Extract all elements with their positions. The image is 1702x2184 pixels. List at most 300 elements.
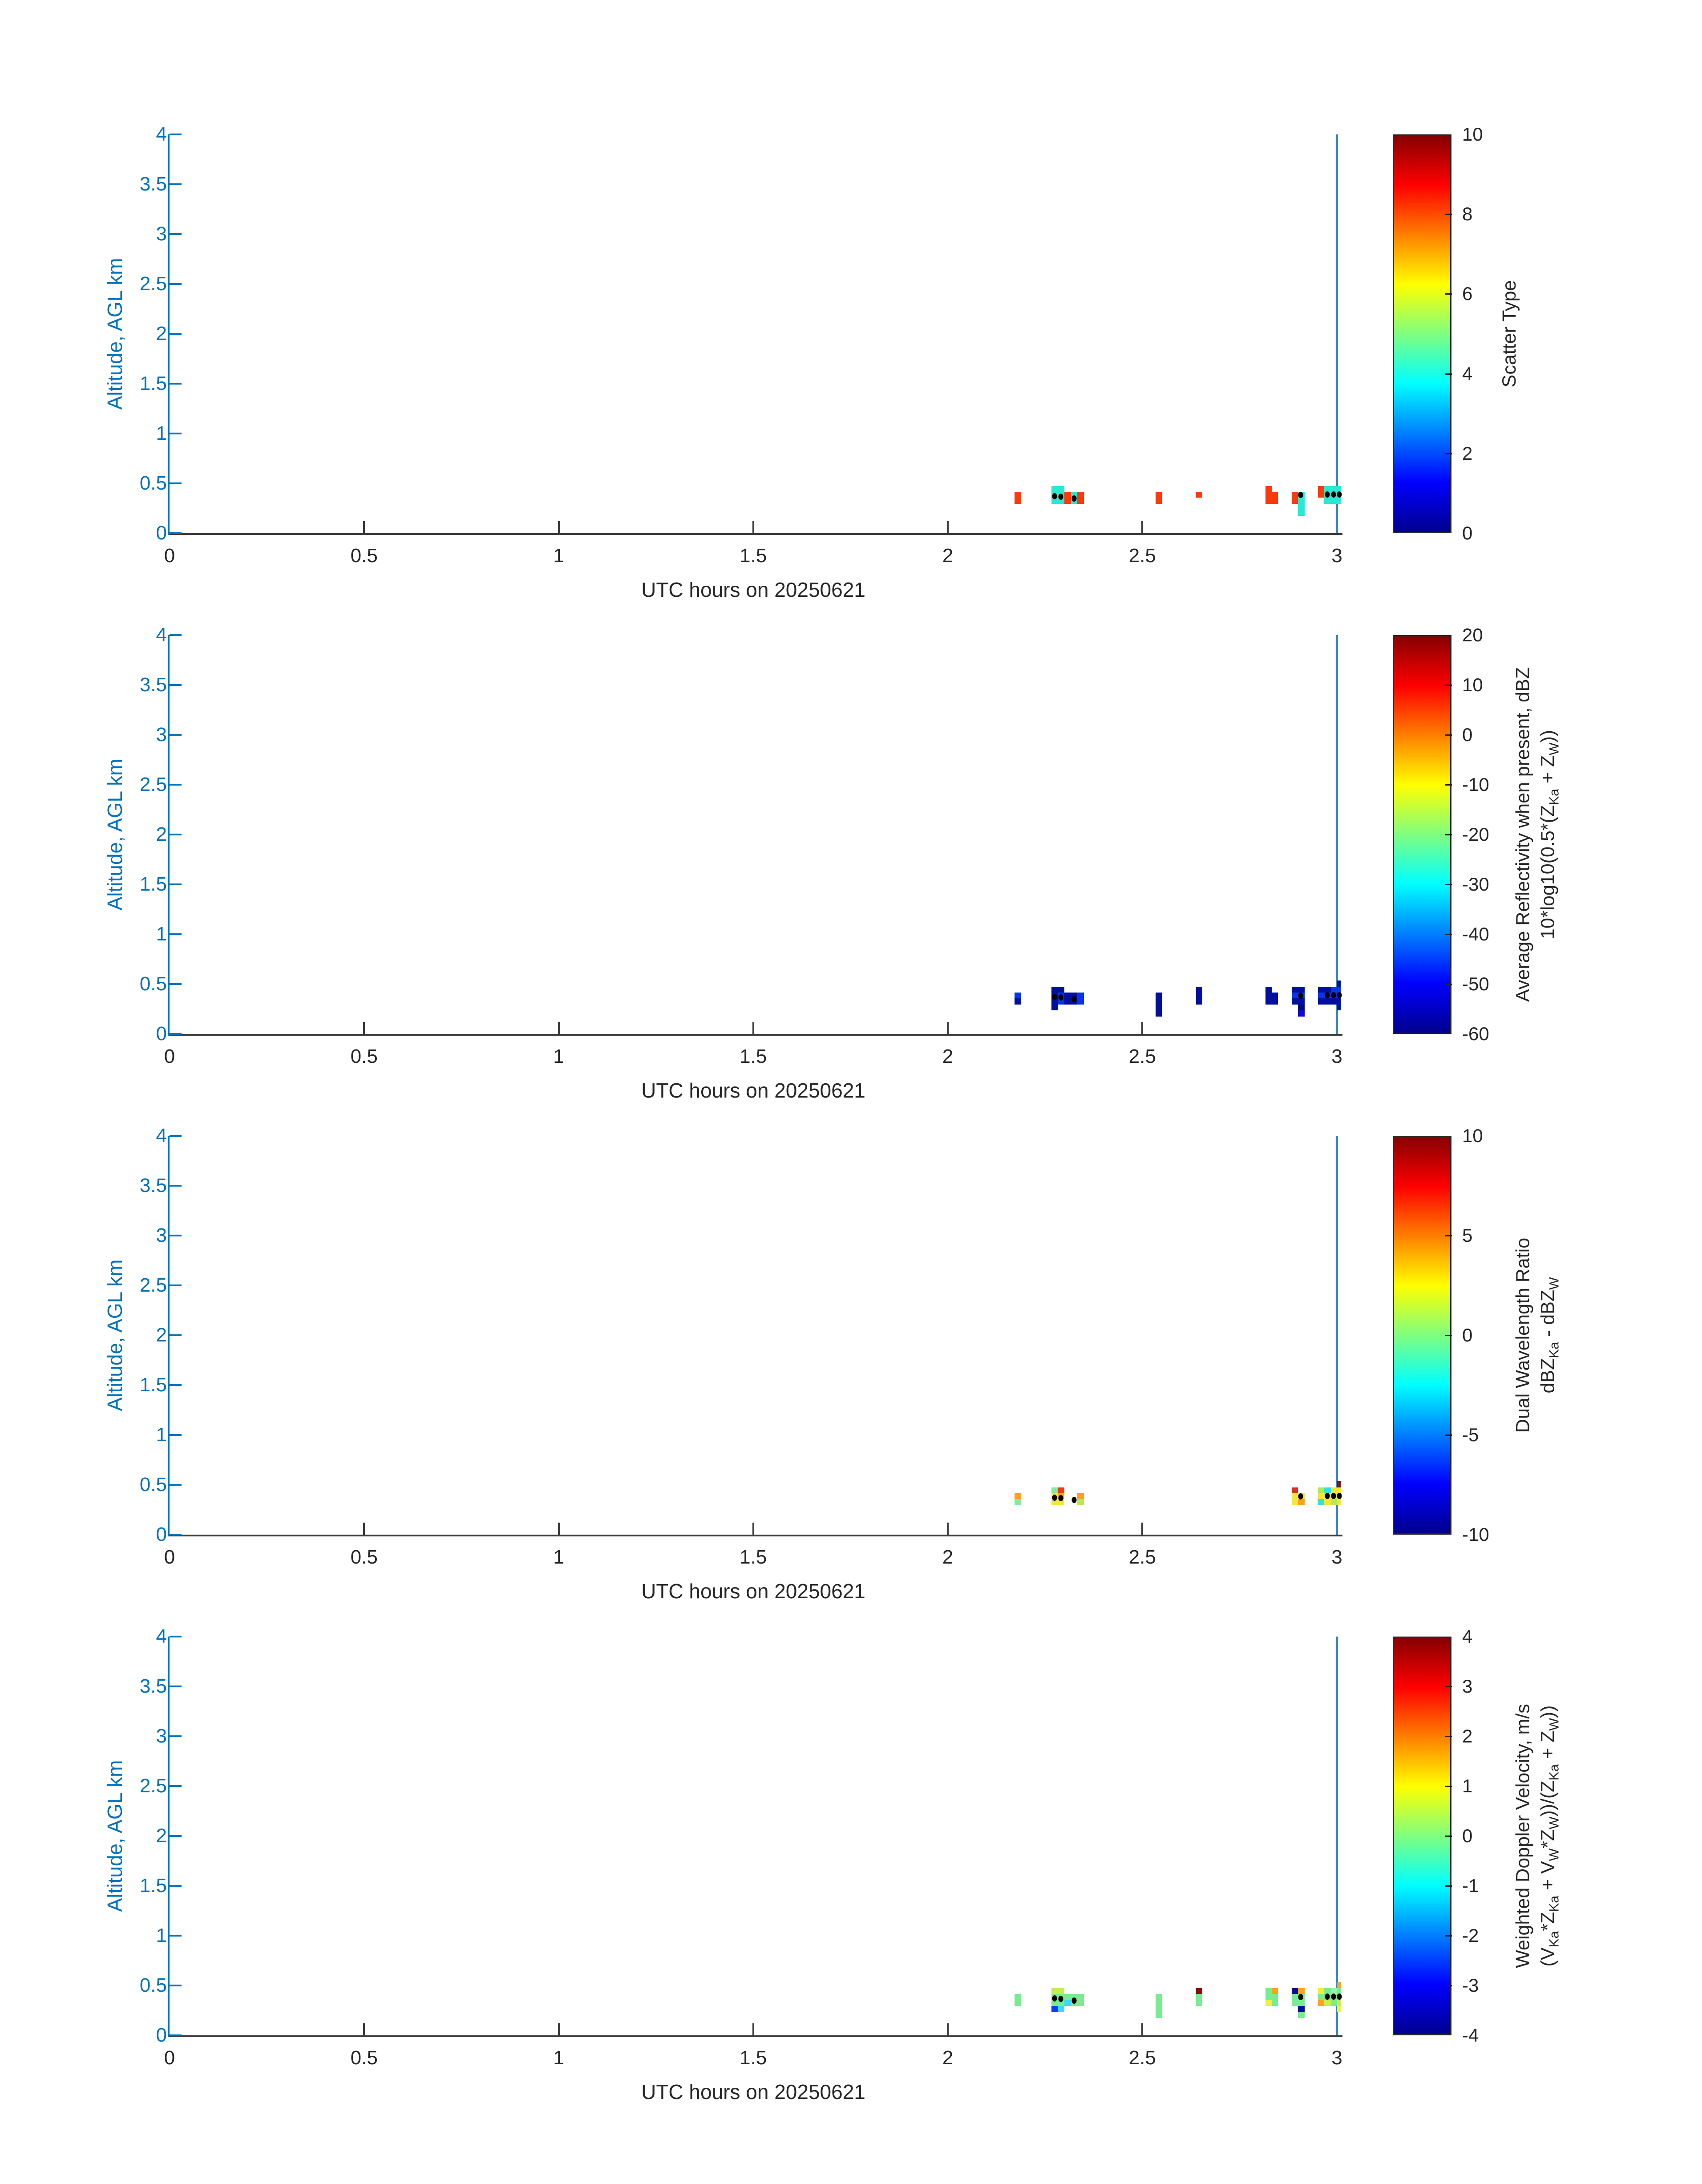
- colorbar-tick-mark: [1445, 1885, 1452, 1887]
- x-tick-mark: [363, 1022, 365, 1034]
- colorbar: [1393, 635, 1451, 1034]
- colorbar-tick-mark: [1445, 1836, 1452, 1837]
- heatmap-cell: [1265, 987, 1272, 1005]
- heatmap-cell: [1196, 492, 1202, 498]
- y-tick-mark: [170, 1885, 182, 1887]
- y-tick-label: 1: [156, 1424, 167, 1446]
- heatmap-cell: [1298, 1010, 1304, 1016]
- colorbar: [1393, 1136, 1451, 1535]
- y-tick-mark: [170, 134, 182, 135]
- data-point-marker: [1072, 1497, 1077, 1503]
- x-tick-mark: [1141, 2023, 1143, 2035]
- right-axis-line: [1336, 1136, 1338, 1535]
- colorbar-tick-label: 5: [1462, 1225, 1473, 1246]
- heatmap-cell: [1292, 993, 1298, 998]
- data-point-marker: [1072, 1998, 1077, 2004]
- x-tick-label: 2: [942, 1045, 954, 1067]
- data-point-marker: [1331, 1493, 1336, 1499]
- colorbar-tick-label: -40: [1462, 924, 1489, 944]
- heatmap-cell: [1077, 492, 1083, 504]
- heatmap-cell: [1156, 492, 1162, 504]
- y-axis-line: [168, 1637, 170, 2037]
- colorbar-tick-mark: [1445, 834, 1452, 835]
- heatmap-cell: [1337, 998, 1341, 1004]
- colorbar-tick-label: 3: [1462, 1676, 1473, 1697]
- y-tick-mark: [170, 183, 182, 185]
- heatmap-cell: [1331, 1499, 1337, 1505]
- data-point-marker: [1337, 1493, 1342, 1499]
- right-axis-line: [1336, 1637, 1338, 2035]
- colorbar-label: [1511, 667, 1567, 1002]
- x-axis-label: UTC hours on 20250621: [641, 578, 865, 601]
- x-tick-label: 1: [553, 545, 564, 567]
- x-tick-label: 1: [553, 1546, 564, 1568]
- y-tick-label: 4: [156, 1125, 167, 1147]
- colorbar-tick-label: 10: [1462, 674, 1483, 695]
- heatmap-cell: [1272, 1994, 1278, 2006]
- colorbar-tick-label: 0: [1462, 1825, 1473, 1846]
- heatmap-cell: [1318, 1988, 1324, 1994]
- heatmap-cell: [1331, 998, 1337, 1004]
- colorbar-tick-label: -10: [1462, 774, 1489, 795]
- plot-area: [170, 134, 1337, 533]
- colorbar-tick-mark: [1445, 784, 1452, 786]
- heatmap-cell: [1298, 987, 1304, 993]
- colorbar-label-line: Weighted Doppler Velocity, m/s: [1512, 1704, 1534, 1968]
- data-point-marker: [1058, 994, 1063, 1001]
- plot-area: [170, 1637, 1337, 2035]
- x-tick-mark: [363, 1523, 365, 1535]
- x-tick-label: 0: [164, 545, 175, 567]
- colorbar-tick-label: -2: [1462, 1925, 1479, 1946]
- y-tick-label: 2: [156, 1324, 167, 1346]
- y-tick-label: 2: [156, 1825, 167, 1847]
- y-axis-line: [168, 134, 170, 535]
- colorbar-tick-mark: [1445, 1235, 1452, 1236]
- heatmap-cell: [1331, 2000, 1337, 2006]
- colorbar-tick-label: -60: [1462, 1023, 1489, 1044]
- heatmap-cell: [1015, 998, 1021, 1004]
- y-tick-label: 3.5: [139, 1175, 167, 1196]
- data-point-marker: [1052, 994, 1057, 1000]
- heatmap-cell: [1337, 2006, 1341, 2012]
- heatmap-cell: [1337, 1005, 1341, 1010]
- heatmap-cell: [1064, 993, 1071, 1005]
- x-tick-label: 2: [942, 2047, 954, 2069]
- y-tick-label: 1: [156, 923, 167, 945]
- x-tick-label: 1: [553, 1045, 564, 1067]
- x-tick-label: 0.5: [350, 1045, 378, 1067]
- heatmap-cell: [1298, 998, 1304, 1004]
- y-tick-label: 3.5: [139, 173, 167, 195]
- data-point-marker: [1325, 1994, 1330, 2000]
- colorbar-tick-label: 10: [1462, 124, 1483, 145]
- heatmap-cell: [1156, 993, 1162, 1017]
- heatmap-cell: [1058, 2006, 1064, 2012]
- x-tick-label: 3: [1331, 1045, 1342, 1067]
- x-axis-label: UTC hours on 20250621: [641, 1079, 865, 1102]
- panel-reflectivity: [0, 624, 1702, 1183]
- colorbar-tick-label: 0: [1462, 523, 1473, 543]
- y-tick-label: 0.5: [139, 472, 167, 494]
- heatmap-cell: [1324, 998, 1330, 1004]
- y-axis-label: Altitude, AGL km: [103, 758, 126, 911]
- heatmap-cell: [1292, 1493, 1298, 1505]
- heatmap-cell: [1318, 987, 1324, 993]
- x-tick-mark: [947, 1022, 949, 1034]
- y-tick-mark: [170, 2034, 182, 2036]
- data-point-marker: [1072, 996, 1077, 1002]
- y-tick-label: 3.5: [139, 674, 167, 696]
- x-tick-mark: [752, 1523, 754, 1535]
- x-axis-line: [168, 1034, 1342, 1036]
- colorbar-tick-mark: [1445, 453, 1452, 454]
- heatmap-cell: [1015, 1994, 1021, 2006]
- y-tick-label: 2: [156, 823, 167, 845]
- data-point-marker: [1331, 491, 1336, 498]
- heatmap-cell: [1051, 1487, 1058, 1493]
- heatmap-cell: [1292, 987, 1298, 993]
- heatmap-cell: [1196, 1988, 1202, 1994]
- y-tick-mark: [170, 1534, 182, 1536]
- x-axis-line: [168, 2035, 1342, 2037]
- y-tick-mark: [170, 532, 182, 534]
- x-tick-mark: [947, 1523, 949, 1535]
- y-tick-mark: [170, 1686, 182, 1687]
- x-tick-mark: [363, 521, 365, 533]
- x-tick-mark: [558, 521, 560, 533]
- colorbar-tick-label: -3: [1462, 1975, 1479, 1996]
- y-tick-mark: [170, 1135, 182, 1137]
- heatmap-cell: [1298, 2006, 1304, 2012]
- heatmap-cell: [1077, 993, 1083, 1005]
- colorbar-tick-label: 4: [1462, 363, 1473, 384]
- colorbar-tick-mark: [1445, 884, 1452, 885]
- colorbar-tick-mark: [1445, 685, 1452, 686]
- panel-dwr: [0, 1125, 1702, 1683]
- x-tick-mark: [1141, 521, 1143, 533]
- x-tick-mark: [947, 521, 949, 533]
- heatmap-cell: [1337, 2000, 1341, 2006]
- colorbar-label: [1497, 280, 1522, 388]
- data-point-marker: [1298, 1994, 1303, 2000]
- colorbar-label-line: dBZ$_{Ka}$ - dBZ$_W$: [1537, 1277, 1562, 1394]
- heatmap-cell: [1337, 981, 1341, 986]
- heatmap-cell: [1318, 1493, 1324, 1499]
- colorbar-label-line: Average Reflectivity when present, dBZ: [1512, 667, 1534, 1002]
- colorbar-tick-label: -30: [1462, 874, 1489, 895]
- y-tick-label: 4: [156, 123, 167, 145]
- y-tick-label: 2: [156, 323, 167, 344]
- x-tick-mark: [752, 1022, 754, 1034]
- colorbar-label: [1511, 1704, 1567, 1968]
- colorbar-label: [1511, 1238, 1567, 1433]
- data-point-marker: [1337, 1994, 1342, 2000]
- heatmap-cell: [1077, 1994, 1083, 2006]
- y-tick-mark: [170, 1235, 182, 1236]
- y-tick-mark: [170, 383, 182, 385]
- x-tick-label: 0.5: [350, 545, 378, 567]
- x-axis-line: [168, 1535, 1342, 1536]
- heatmap-cell: [1318, 486, 1324, 498]
- x-tick-mark: [752, 521, 754, 533]
- heatmap-cell: [1324, 2000, 1330, 2006]
- plot-area: [170, 635, 1337, 1034]
- data-point-marker: [1298, 1493, 1303, 1499]
- y-tick-label: 0: [156, 1023, 167, 1045]
- colorbar-tick-mark: [1445, 1686, 1452, 1687]
- y-tick-label: 0.5: [139, 973, 167, 995]
- heatmap-cell: [1058, 1988, 1064, 1994]
- heatmap-cell: [1015, 993, 1021, 998]
- colorbar-label-line: $(V_{Ka}*Z_{Ka} + V_W*Z_W))/(Z_{Ka} + Z_W)$): [1537, 1705, 1562, 1967]
- y-tick-mark: [170, 1835, 182, 1837]
- y-tick-label: 0.5: [139, 1474, 167, 1495]
- heatmap-cell: [1292, 1988, 1298, 1994]
- colorbar: [1393, 134, 1451, 533]
- y-tick-mark: [170, 433, 182, 434]
- colorbar-tick-label: 2: [1462, 1726, 1473, 1746]
- y-tick-mark: [170, 1284, 182, 1286]
- y-tick-mark: [170, 734, 182, 736]
- heatmap-cell: [1196, 987, 1202, 1005]
- heatmap-cell: [1272, 1988, 1278, 1994]
- y-axis-line: [168, 635, 170, 1036]
- x-tick-label: 2.5: [1128, 1045, 1156, 1067]
- x-tick-mark: [947, 2023, 949, 2035]
- data-point-marker: [1325, 992, 1330, 998]
- colorbar-tick-mark: [1445, 1935, 1452, 1937]
- x-tick-label: 0: [164, 2047, 175, 2069]
- y-tick-mark: [170, 1434, 182, 1436]
- colorbar-tick-label: 0: [1462, 724, 1473, 745]
- data-point-marker: [1052, 1495, 1057, 1501]
- heatmap-cell: [1298, 2012, 1304, 2018]
- heatmap-cell: [1077, 1499, 1083, 1505]
- heatmap-cell: [1292, 1487, 1298, 1493]
- heatmap-cell: [1318, 1499, 1324, 1505]
- right-axis-line: [1336, 134, 1338, 533]
- x-axis-label: UTC hours on 20250621: [641, 1580, 865, 1603]
- y-tick-label: 0: [156, 522, 167, 544]
- colorbar: [1393, 1637, 1451, 2035]
- x-tick-label: 3: [1331, 2047, 1342, 2069]
- y-tick-mark: [170, 1334, 182, 1336]
- y-tick-label: 2.5: [139, 1274, 167, 1296]
- heatmap-cell: [1156, 1994, 1162, 2018]
- colorbar-tick-label: -10: [1462, 1524, 1489, 1545]
- colorbar-tick-label: -4: [1462, 2025, 1479, 2046]
- y-tick-label: 2.5: [139, 273, 167, 295]
- heatmap-cell: [1064, 492, 1071, 504]
- colorbar-label-line: Dual Wavelength Ratio: [1512, 1237, 1534, 1433]
- y-tick-mark: [170, 1985, 182, 1986]
- heatmap-cell: [1337, 1982, 1341, 1988]
- heatmap-cell: [1265, 2000, 1272, 2006]
- y-tick-mark: [170, 1935, 182, 1937]
- colorbar-tick-label: 8: [1462, 203, 1473, 225]
- x-tick-label: 3: [1331, 545, 1342, 567]
- x-tick-label: 2: [942, 1546, 954, 1568]
- x-tick-label: 0.5: [350, 2047, 378, 2069]
- y-tick-label: 1.5: [139, 873, 167, 895]
- x-tick-mark: [363, 2023, 365, 2035]
- x-axis-line: [168, 533, 1342, 535]
- x-tick-mark: [1141, 1523, 1143, 1535]
- x-tick-mark: [1141, 1022, 1143, 1034]
- data-point-marker: [1058, 494, 1063, 500]
- data-point-marker: [1331, 992, 1336, 998]
- y-tick-mark: [170, 482, 182, 484]
- x-tick-mark: [558, 2023, 560, 2035]
- heatmap-cell: [1015, 492, 1021, 504]
- heatmap-cell: [1337, 1481, 1341, 1487]
- heatmap-cell: [1298, 1988, 1304, 1994]
- y-tick-label: 3: [156, 724, 167, 746]
- heatmap-cell: [1015, 1499, 1021, 1505]
- y-tick-label: 1.5: [139, 1374, 167, 1396]
- colorbar-tick-label: 1: [1462, 1775, 1473, 1796]
- heatmap-cell: [1318, 1487, 1324, 1493]
- y-tick-mark: [170, 784, 182, 786]
- y-tick-mark: [170, 1785, 182, 1787]
- y-tick-label: 0.5: [139, 1974, 167, 1996]
- colorbar-tick-mark: [1445, 373, 1452, 375]
- heatmap-cell: [1272, 993, 1278, 1005]
- colorbar-tick-label: 2: [1462, 442, 1473, 464]
- y-tick-mark: [170, 684, 182, 686]
- colorbar-tick-label: -1: [1462, 1875, 1479, 1896]
- right-axis-line: [1336, 635, 1338, 1034]
- y-tick-mark: [170, 1484, 182, 1486]
- heatmap-cell: [1051, 1988, 1058, 1994]
- y-tick-label: 3: [156, 223, 167, 245]
- data-point-marker: [1058, 1996, 1063, 2002]
- heatmap-cell: [1064, 1994, 1071, 2000]
- heatmap-cell: [1324, 1499, 1330, 1505]
- x-tick-label: 1.5: [740, 545, 767, 567]
- x-tick-label: 3: [1331, 1546, 1342, 1568]
- colorbar-tick-label: -5: [1462, 1424, 1479, 1445]
- y-tick-label: 4: [156, 624, 167, 646]
- y-tick-label: 0: [156, 1524, 167, 1545]
- y-tick-mark: [170, 983, 182, 985]
- data-point-marker: [1072, 495, 1077, 502]
- y-tick-mark: [170, 834, 182, 835]
- y-tick-mark: [170, 233, 182, 235]
- data-point-marker: [1325, 491, 1330, 498]
- data-point-marker: [1298, 993, 1303, 999]
- colorbar-label-line: Scatter Type: [1499, 280, 1520, 388]
- x-tick-mark: [558, 1523, 560, 1535]
- data-point-marker: [1052, 1995, 1057, 2002]
- y-tick-label: 2.5: [139, 1775, 167, 1797]
- y-tick-mark: [170, 333, 182, 335]
- heatmap-cell: [1051, 2006, 1058, 2012]
- heatmap-cell: [1292, 998, 1298, 1004]
- y-axis-label: Altitude, AGL km: [103, 258, 126, 410]
- x-tick-label: 0: [164, 1546, 175, 1568]
- y-tick-mark: [170, 1033, 182, 1035]
- y-tick-label: 1.5: [139, 373, 167, 394]
- heatmap-cell: [1058, 987, 1064, 993]
- heatmap-cell: [1015, 1493, 1021, 1499]
- colorbar-tick-mark: [1445, 214, 1452, 215]
- y-tick-label: 1: [156, 1925, 167, 1946]
- y-tick-mark: [170, 1384, 182, 1386]
- colorbar-tick-mark: [1445, 1335, 1452, 1336]
- heatmap-cell: [1318, 1994, 1324, 2000]
- heatmap-cell: [1064, 2000, 1071, 2006]
- colorbar-tick-mark: [1445, 934, 1452, 935]
- colorbar-tick-label: 4: [1462, 1626, 1473, 1647]
- colorbar-tick-mark: [1445, 984, 1452, 985]
- y-tick-label: 3: [156, 1224, 167, 1246]
- y-tick-label: 2.5: [139, 774, 167, 795]
- colorbar-tick-mark: [1445, 1786, 1452, 1787]
- panel-scatter-type: [0, 123, 1702, 682]
- colorbar-tick-mark: [1445, 734, 1452, 736]
- heatmap-cell: [1077, 1493, 1083, 1499]
- y-tick-mark: [170, 634, 182, 636]
- heatmap-cell: [1265, 1988, 1272, 2000]
- y-tick-label: 3.5: [139, 1675, 167, 1697]
- y-tick-label: 3: [156, 1725, 167, 1747]
- colorbar-label-line: $10*\log 10(0.5*(Z_{Ka} + Z_W))$: [1537, 729, 1562, 940]
- data-point-marker: [1325, 1493, 1330, 1499]
- heatmap-cell: [1272, 492, 1278, 504]
- heatmap-cell: [1058, 1487, 1064, 1493]
- x-tick-label: 1: [553, 2047, 564, 2069]
- colorbar-tick-mark: [1445, 1736, 1452, 1737]
- data-point-marker: [1337, 992, 1342, 998]
- data-point-marker: [1052, 493, 1057, 499]
- x-tick-label: 2.5: [1128, 545, 1156, 567]
- y-tick-label: 1.5: [139, 1875, 167, 1896]
- y-axis-label: Altitude, AGL km: [103, 1259, 126, 1411]
- y-axis-line: [168, 1136, 170, 1536]
- y-tick-label: 1: [156, 422, 167, 444]
- data-point-marker: [1298, 492, 1303, 498]
- heatmap-cell: [1318, 998, 1324, 1004]
- y-tick-mark: [170, 933, 182, 935]
- heatmap-cell: [1337, 1499, 1341, 1505]
- y-tick-mark: [170, 283, 182, 285]
- x-tick-label: 0.5: [350, 1546, 378, 1568]
- x-tick-label: 1.5: [740, 1045, 767, 1067]
- y-tick-mark: [170, 1185, 182, 1187]
- y-tick-mark: [170, 1636, 182, 1637]
- colorbar-tick-label: 20: [1462, 624, 1483, 645]
- data-point-marker: [1337, 491, 1342, 498]
- colorbar-tick-mark: [1445, 293, 1452, 295]
- heatmap-cell: [1298, 1005, 1304, 1010]
- x-tick-label: 2: [942, 545, 954, 567]
- y-tick-label: 0: [156, 2024, 167, 2046]
- colorbar-tick-label: -20: [1462, 824, 1489, 845]
- colorbar-tick-label: 10: [1462, 1125, 1483, 1146]
- x-tick-mark: [558, 1022, 560, 1034]
- colorbar-tick-label: 0: [1462, 1325, 1473, 1345]
- x-tick-label: 1.5: [740, 1546, 767, 1568]
- colorbar-tick-mark: [1445, 1985, 1452, 1986]
- y-tick-label: 4: [156, 1625, 167, 1647]
- y-tick-mark: [170, 883, 182, 885]
- x-tick-label: 2.5: [1128, 1546, 1156, 1568]
- data-point-marker: [1331, 1994, 1336, 2000]
- x-tick-label: 0: [164, 1045, 175, 1067]
- y-axis-label: Altitude, AGL km: [103, 1760, 126, 1912]
